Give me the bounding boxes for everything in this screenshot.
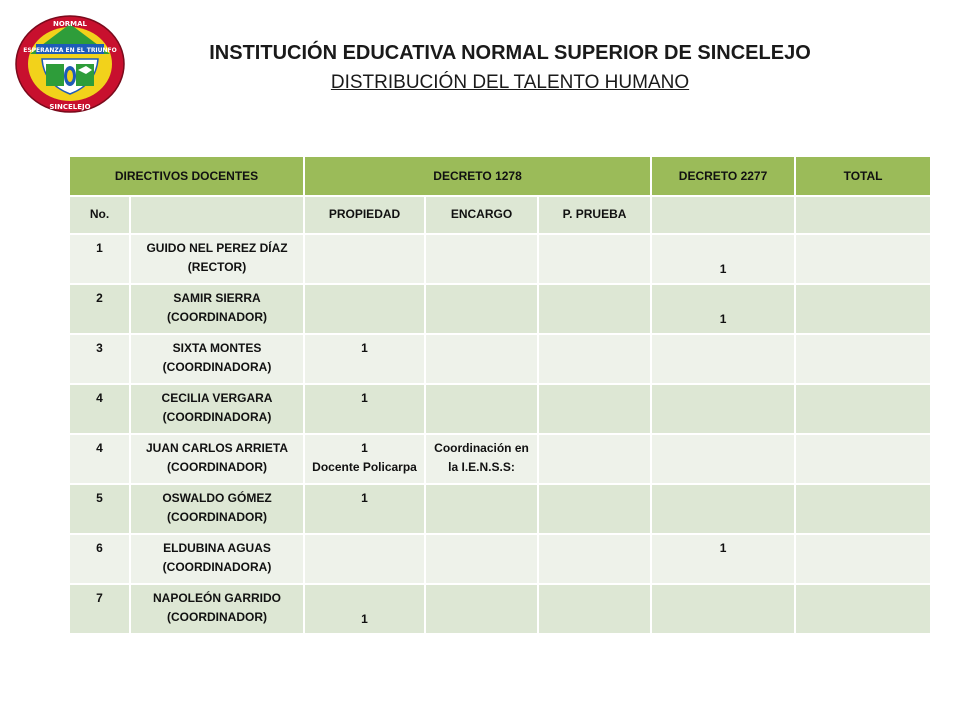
cell-propiedad: 1: [304, 384, 425, 434]
svg-text:SINCELEJO: SINCELEJO: [49, 103, 91, 111]
school-seal-logo: [14, 14, 126, 114]
cell-d2277: [651, 584, 795, 634]
header-decreto-1278: DECRETO 1278: [304, 156, 651, 196]
subheader-no: No.: [69, 196, 130, 234]
page-subtitle: DISTRIBUCIÓN DEL TALENTO HUMANO: [330, 72, 690, 93]
cell-encargo: [425, 384, 538, 434]
table-subheader-row: [69, 196, 931, 234]
cell-prueba: [538, 284, 651, 334]
table-row: [69, 434, 931, 484]
cell-total: [795, 484, 931, 534]
table-row: [69, 384, 931, 434]
cell-no: 6: [69, 534, 130, 584]
cell-total: [795, 334, 931, 384]
cell-propiedad: [304, 284, 425, 334]
cell-d2277: 1: [651, 234, 795, 284]
cell-encargo: [425, 234, 538, 284]
cell-propiedad: 1: [304, 334, 425, 384]
table-row: [69, 234, 931, 284]
cell-propiedad: 1 Docente Policarpa: [304, 434, 425, 484]
cell-encargo: [425, 584, 538, 634]
cell-name: CECILIA VERGARA (COORDINADORA): [130, 384, 304, 434]
cell-d2277: 1: [651, 284, 795, 334]
cell-prueba: [538, 484, 651, 534]
header-directivos: DIRECTIVOS DOCENTES: [69, 156, 304, 196]
page-title: INSTITUCIÓN EDUCATIVA NORMAL SUPERIOR DE SINCELEJO: [209, 42, 811, 64]
cell-encargo: [425, 284, 538, 334]
subheader-prueba: P. PRUEBA: [538, 196, 651, 234]
cell-total: [795, 534, 931, 584]
svg-text:NORMAL: NORMAL: [52, 20, 88, 28]
cell-prueba: [538, 584, 651, 634]
cell-no: 4: [69, 384, 130, 434]
header-total: TOTAL: [795, 156, 931, 196]
subheader-name: [130, 196, 304, 234]
cell-d2277: [651, 334, 795, 384]
cell-name: OSWALDO GÓMEZ (COORDINADOR): [130, 484, 304, 534]
table-row: [69, 584, 931, 634]
cell-prueba: [538, 384, 651, 434]
cell-propiedad: 1: [304, 484, 425, 534]
cell-name: GUIDO NEL PEREZ DÍAZ (RECTOR): [130, 234, 304, 284]
cell-name: NAPOLEÓN GARRIDO (COORDINADOR): [130, 584, 304, 634]
cell-d2277: [651, 384, 795, 434]
cell-total: [795, 234, 931, 284]
cell-prueba: [538, 434, 651, 484]
cell-no: 4: [69, 434, 130, 484]
cell-encargo: Coordinación en la I.E.N.S.S:: [425, 434, 538, 484]
cell-name: JUAN CARLOS ARRIETA (COORDINADOR): [130, 434, 304, 484]
cell-name: SAMIR SIERRA (COORDINADOR): [130, 284, 304, 334]
svg-text:ESPERANZA EN EL TRIUNFO: ESPERANZA EN EL TRIUNFO: [23, 47, 117, 54]
cell-total: [795, 284, 931, 334]
cell-prueba: [538, 234, 651, 284]
cell-name: SIXTA MONTES (COORDINADORA): [130, 334, 304, 384]
header-decreto-2277: DECRETO 2277: [651, 156, 795, 196]
subheader-total: [795, 196, 931, 234]
cell-name: ELDUBINA AGUAS (COORDINADORA): [130, 534, 304, 584]
subheader-propiedad: PROPIEDAD: [304, 196, 425, 234]
cell-encargo: [425, 534, 538, 584]
subheader-encargo: ENCARGO: [425, 196, 538, 234]
table-header-row: [69, 156, 931, 196]
table-row: [69, 284, 931, 334]
cell-no: 2: [69, 284, 130, 334]
cell-total: [795, 584, 931, 634]
table-row: [69, 534, 931, 584]
cell-no: 3: [69, 334, 130, 384]
subheader-d2277: [651, 196, 795, 234]
table-row: [69, 334, 931, 384]
cell-total: [795, 434, 931, 484]
cell-encargo: [425, 484, 538, 534]
cell-propiedad: [304, 534, 425, 584]
cell-prueba: [538, 334, 651, 384]
cell-encargo: [425, 334, 538, 384]
talent-distribution-table: [68, 155, 932, 635]
cell-total: [795, 384, 931, 434]
cell-d2277: [651, 434, 795, 484]
cell-no: 7: [69, 584, 130, 634]
cell-propiedad: 1: [304, 584, 425, 634]
cell-no: 5: [69, 484, 130, 534]
cell-d2277: 1: [651, 534, 795, 584]
cell-no: 1: [69, 234, 130, 284]
cell-d2277: [651, 484, 795, 534]
table-row: [69, 484, 931, 534]
cell-propiedad: [304, 234, 425, 284]
cell-prueba: [538, 534, 651, 584]
